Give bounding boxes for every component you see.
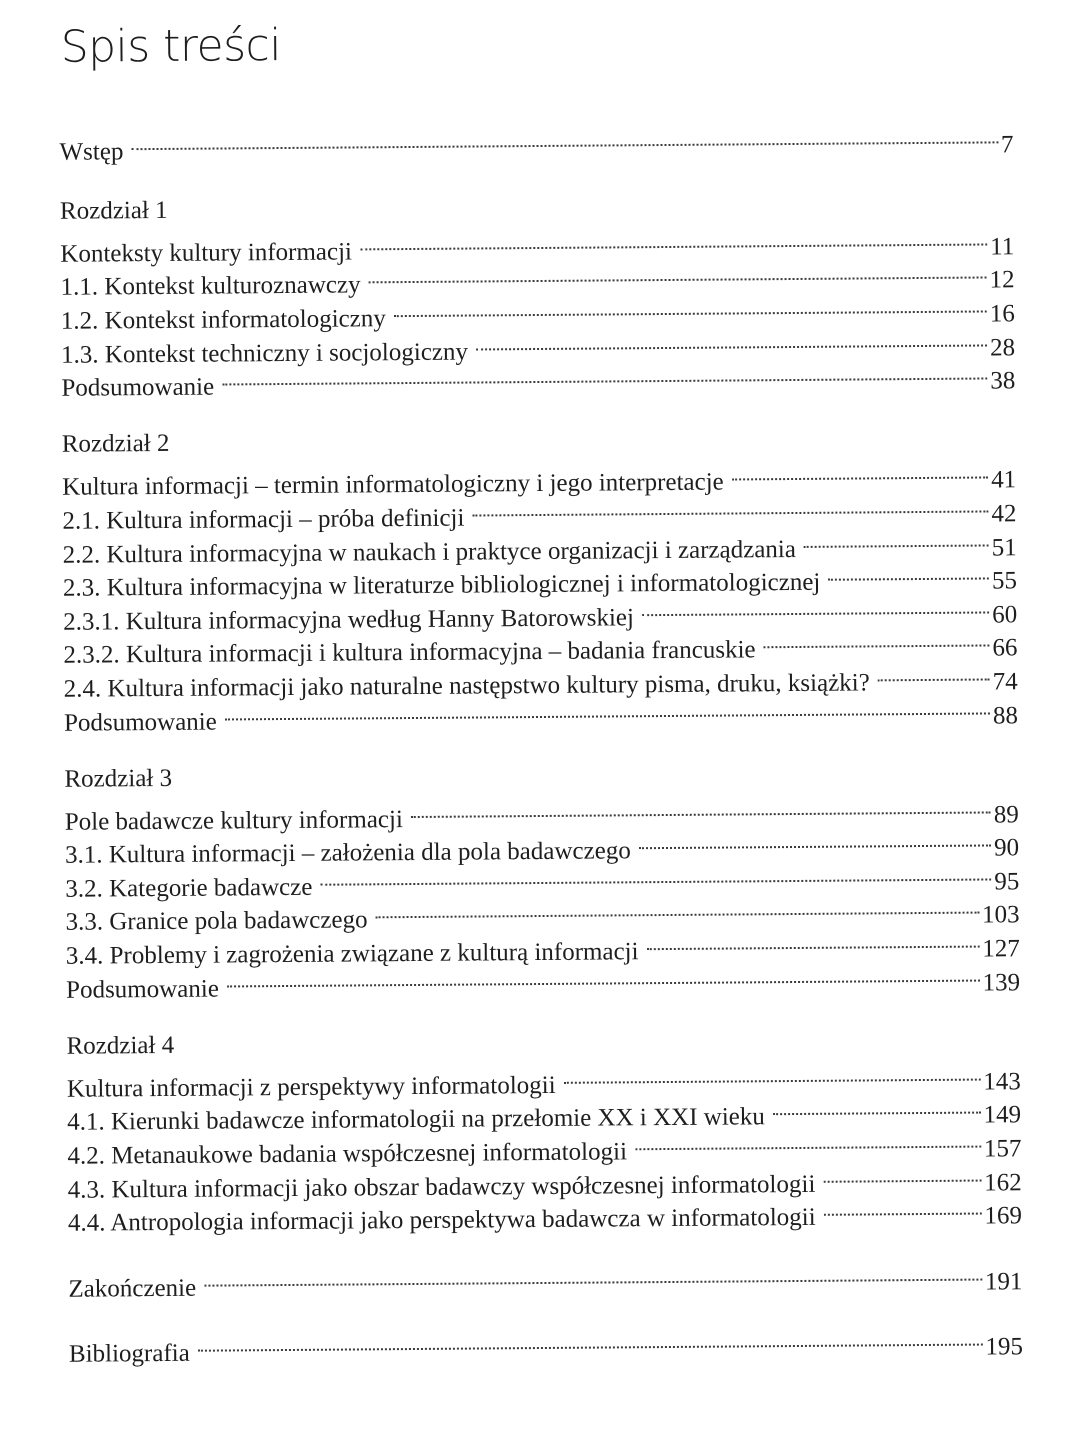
- entry-text: 4.3. Kultura informacji jako obszar badawczy współczesnej informatologii: [67, 1170, 816, 1204]
- entry-page: 90: [993, 834, 1020, 862]
- chapter-1: [59, 187, 1016, 402]
- entry-page: 28: [989, 333, 1016, 362]
- entry-page: 38: [990, 367, 1016, 395]
- page-title: Spis treści: [60, 20, 282, 73]
- entry-text: 3.3. Granice pola badawczego: [65, 906, 368, 937]
- entry-text: Podsumowanie: [65, 975, 219, 1004]
- dot-leader: [823, 1190, 981, 1225]
- chapter-label: Rozdział 4: [66, 1031, 175, 1060]
- chapter-label: Rozdział 1: [59, 196, 168, 225]
- dot-leader: [320, 856, 991, 895]
- dot-leader: [763, 622, 989, 657]
- entry-text: 2.4. Kultura informacji jako naturalne następstwo kultury pisma, druku, książki?: [63, 669, 870, 703]
- dot-leader: [472, 488, 988, 526]
- dot-leader: [411, 789, 991, 827]
- entry-text: 1.1. Kontekst kulturoznawczy: [60, 271, 361, 302]
- entry-page: 143: [983, 1068, 1021, 1096]
- dot-leader: [204, 1256, 982, 1296]
- entry-text: 4.2. Metanaukowe badania współczesnej informatologii: [67, 1138, 628, 1170]
- dot-leader: [375, 889, 979, 927]
- dot-leader: [642, 589, 990, 625]
- entry-page: 89: [993, 800, 1019, 829]
- entry-page: 55: [991, 567, 1018, 595]
- dot-leader: [732, 454, 989, 490]
- dot-leader: [563, 1056, 980, 1093]
- dot-leader: [131, 118, 998, 158]
- entry-text: 2.3.2. Kultura informacji i kultura informacyjna – badania francuskie: [63, 636, 756, 670]
- entry-page: 42: [991, 500, 1017, 528]
- entry-text: Podsumowanie: [63, 708, 217, 737]
- entry-page: 103: [981, 901, 1020, 930]
- entry-page: 60: [992, 600, 1018, 629]
- entry-page: 95: [994, 868, 1020, 896]
- entry-page: 149: [983, 1101, 1022, 1129]
- entry-text: 3.2. Kategorie badawcze: [65, 873, 313, 903]
- dot-leader: [639, 822, 992, 858]
- entry-text: 4.1. Kierunki badawcze informatologii na przełomie XX i XXI wieku: [67, 1103, 765, 1137]
- entry-page: 169: [984, 1202, 1023, 1230]
- entry-text: Kultura informacji – termin informatologiczny i jego interpretacje: [62, 468, 724, 502]
- entry-page: 7: [1000, 130, 1014, 158]
- chapter-2: [61, 420, 1019, 737]
- entry-text: Zakończenie: [68, 1274, 197, 1303]
- entry-text: Kultura informacji z perspektywy informatologii: [66, 1071, 556, 1103]
- entry-text: 1.2. Kontekst informatologiczny: [60, 305, 386, 335]
- dot-leader: [360, 221, 988, 260]
- dot-leader: [828, 555, 989, 590]
- dot-leader: [773, 1089, 981, 1124]
- entry-page: 88: [992, 701, 1019, 729]
- entry-page: 157: [983, 1135, 1022, 1163]
- entry-page: 191: [984, 1268, 1023, 1296]
- dot-leader: [225, 689, 990, 729]
- dot-leader: [804, 521, 989, 556]
- chapter-3: [64, 755, 1021, 1004]
- dot-leader: [227, 957, 980, 997]
- entry-text: Konteksty kultury informacji: [60, 238, 353, 268]
- entry-text: 3.4. Problemy i zagrożenia związane z kulturą informacji: [65, 938, 639, 970]
- dot-leader: [394, 288, 987, 326]
- dot-leader: [368, 254, 986, 292]
- chapter-label: Rozdział 2: [61, 430, 170, 458]
- dot-leader: [222, 355, 987, 395]
- dot-leader: [635, 1123, 981, 1159]
- entry-page: 195: [985, 1333, 1024, 1361]
- entry-page: 162: [984, 1168, 1022, 1197]
- chapter-4: [66, 1022, 1023, 1237]
- entry-text: 3.1. Kultura informacji – założenia dla pola badawczego: [64, 837, 631, 870]
- entry-text: Podsumowanie: [61, 373, 215, 402]
- entry-text: 2.3.1. Kultura informacyjna według Hanny Batorowskiej: [63, 603, 635, 636]
- entry-text: 2.1. Kultura informacji – próba definicji: [62, 504, 465, 535]
- entry-page: 11: [990, 233, 1015, 261]
- chapter-label: Rozdział 3: [64, 764, 173, 793]
- entry-text: 1.3. Kontekst techniczny i socjologiczny: [61, 338, 469, 369]
- entry-page: 139: [982, 968, 1021, 997]
- entry-text: 2.2. Kultura informacyjna w naukach i praktyce organizacji i zarządzania: [62, 535, 797, 569]
- entry-text: Bibliografia: [68, 1340, 190, 1369]
- entry-page: 74: [992, 668, 1018, 696]
- dot-leader: [198, 1321, 983, 1361]
- entry-page: 41: [991, 466, 1017, 494]
- dot-leader: [823, 1157, 981, 1192]
- table-of-contents: [59, 118, 1024, 1369]
- entry-page: 51: [991, 533, 1017, 561]
- entry-page: 127: [982, 935, 1020, 963]
- entry-text: 4.4. Antropologia informacji jako perspektywa badawcza w informatologii: [67, 1204, 816, 1237]
- dot-leader: [476, 321, 987, 359]
- entry-page: 66: [992, 634, 1018, 662]
- entry-text: Pole badawcze kultury informacji: [64, 805, 403, 836]
- entry-text: Wstęp: [59, 137, 124, 166]
- toc-entry-bibliography[interactable]: [68, 1321, 1024, 1369]
- entry-page: 16: [989, 300, 1015, 328]
- entry-text: 2.3. Kultura informacyjna w literaturze bibliologicznej i informatologicznej: [62, 568, 821, 602]
- dot-leader: [878, 656, 990, 690]
- dot-leader: [646, 923, 979, 959]
- entry-page: 12: [989, 266, 1015, 294]
